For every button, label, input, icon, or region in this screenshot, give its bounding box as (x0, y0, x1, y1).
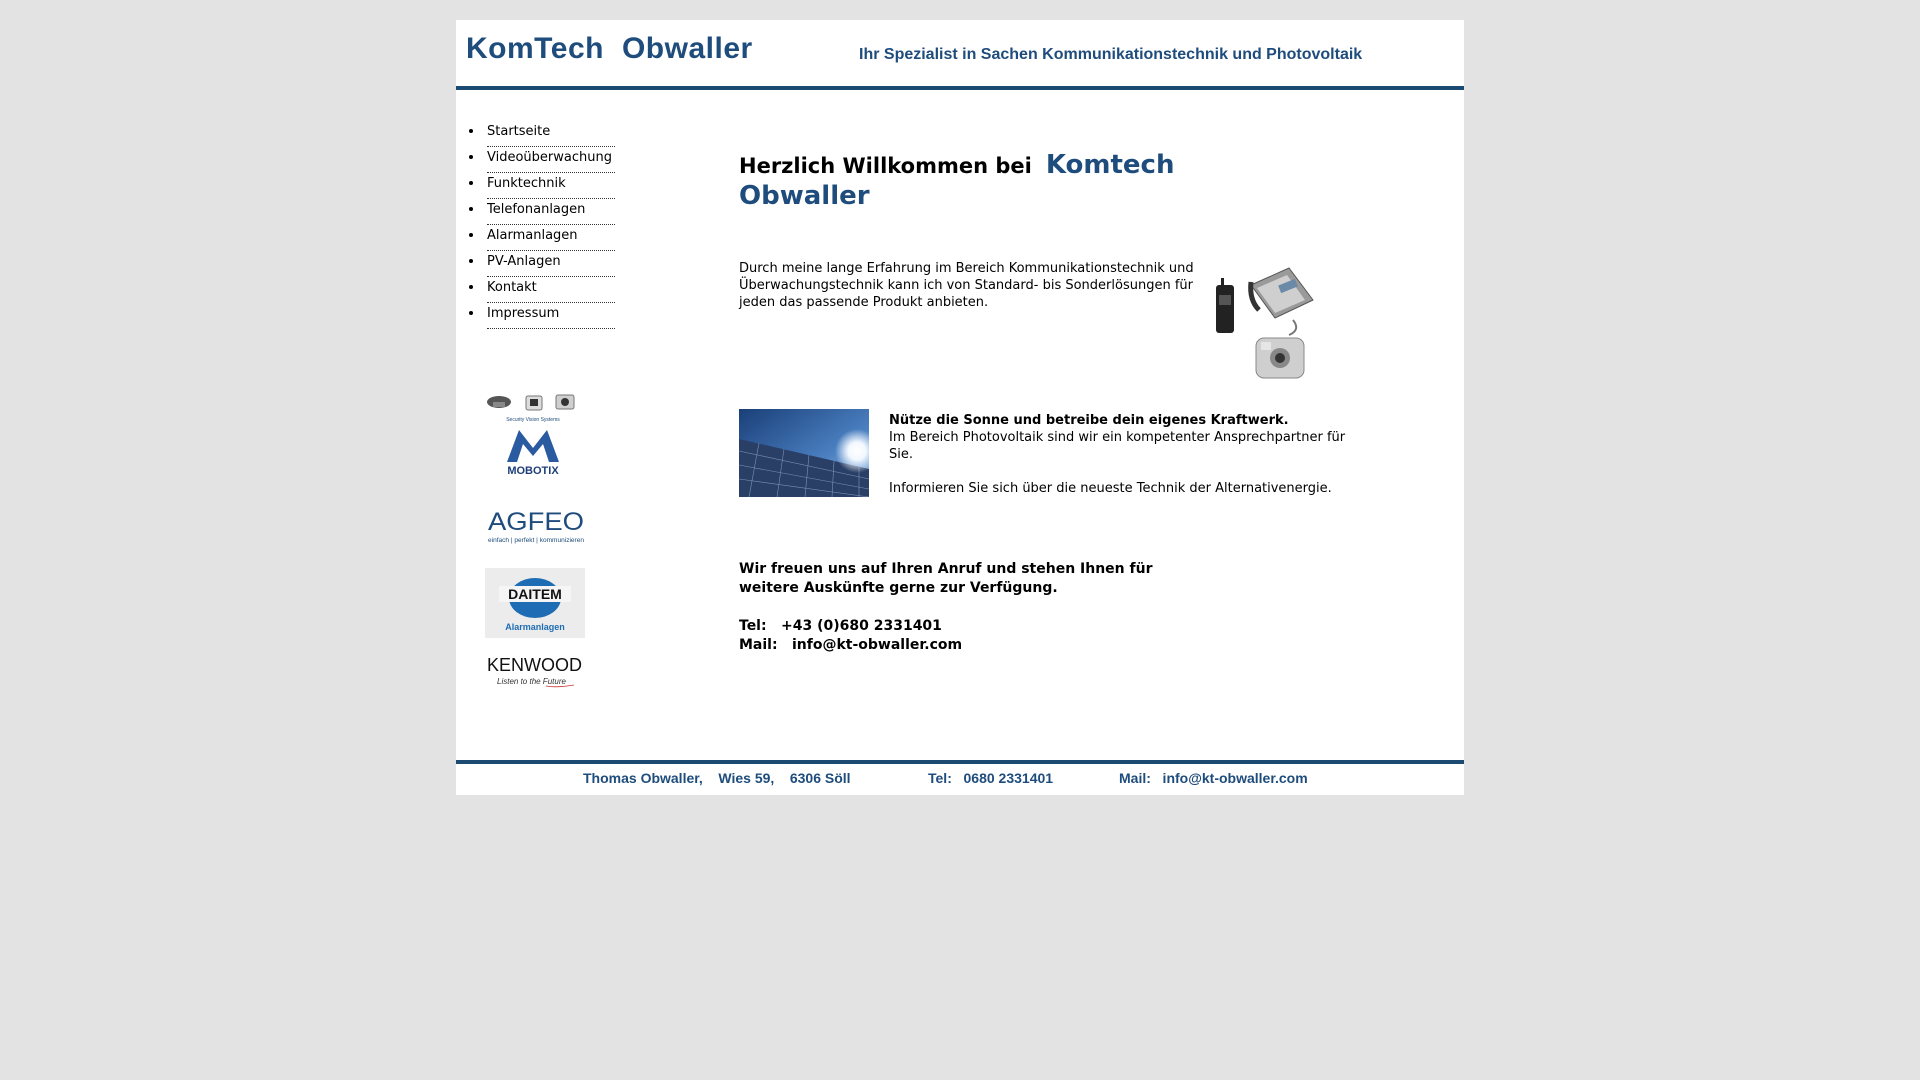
nav-item-impressum (469, 304, 619, 330)
nav-item-kontakt (469, 278, 619, 304)
bullet-icon (469, 311, 473, 315)
welcome-name1: Komtech (1045, 150, 1175, 180)
agfeo-name: AGFEO (488, 508, 584, 536)
nav-item-startseite (469, 122, 619, 148)
page-container (456, 20, 1464, 795)
site-tagline: Ihr Spezialist in Sachen Kommunikationstechnik und Photovoltaik (859, 46, 1363, 63)
footer-address: Thomas Obwaller, Wies 59, 6306 Söll (583, 770, 851, 786)
nav-item-funktechnik (469, 174, 619, 200)
agfeo-tagline: einfach | perfekt | kommunizieren (488, 538, 584, 544)
site-footer (456, 770, 1464, 790)
daitem-tagline: Alarmanlagen (505, 622, 565, 632)
tel-value[interactable]: +43 (0)680 2331401 (781, 618, 942, 634)
solar-headline: Nütze die Sonne und betreibe dein eigenes Kraftwerk. (889, 413, 1289, 428)
main-nav (469, 122, 619, 330)
contact-tel-row (739, 617, 1209, 636)
nav-item-pv-anlagen (469, 252, 619, 278)
daitem-name: DAITEM (508, 586, 562, 602)
nav-link-telefonanlagen[interactable]: Telefonanlagen (487, 200, 615, 225)
mobotix-tagline: Security Vision Systems (506, 417, 560, 423)
bullet-icon (469, 233, 473, 237)
footer-mail: Mail: info@kt-obwaller.com (1119, 770, 1308, 786)
mail-value[interactable]: info@kt-obwaller.com (792, 637, 963, 653)
bullet-icon (469, 207, 473, 211)
contact-mail-row (739, 636, 1209, 655)
nav-link-startseite[interactable]: Startseite (487, 122, 615, 147)
nav-item-videoueberwachung (469, 148, 619, 174)
solar-text: Im Bereich Photovoltaik sind wir ein kompetenter Ansprechpartner für Sie. (889, 430, 1346, 462)
nav-item-telefonanlagen (469, 200, 619, 226)
solar-panel-image (739, 409, 869, 497)
mobotix-logo[interactable] (485, 392, 581, 482)
solar-text-2: Informieren Sie sich über die neueste Technik der Alternativenergie. (889, 481, 1332, 496)
kenwood-tagline: Listen to the Future (497, 677, 566, 686)
bullet-icon (469, 155, 473, 159)
contact-section (739, 560, 1209, 655)
nav-link-pv-anlagen[interactable]: PV-Anlagen (487, 252, 615, 277)
agfeo-logo[interactable] (487, 506, 587, 546)
welcome-heading (739, 150, 1209, 212)
footer-rule (456, 760, 1464, 764)
header-rule (456, 86, 1464, 90)
bullet-icon (469, 129, 473, 133)
kenwood-logo[interactable] (486, 654, 586, 690)
nav-link-impressum[interactable]: Impressum (487, 304, 615, 329)
nav-link-videoueberwachung[interactable]: Videoüberwachung (487, 148, 615, 173)
contact-intro: Wir freuen uns auf Ihren Anruf und stehen Ihnen für weitere Auskünfte gerne zur Verfügung. (739, 561, 1153, 596)
devices-image (1201, 260, 1336, 385)
brand-part2: Obwaller (621, 32, 753, 65)
brand-part1: KomTech (466, 32, 604, 65)
intro-text: Durch meine lange Erfahrung im Bereich Kommunikationstechnik und Überwachungstechnik kann ich von Standard- bis Sonderlösungen für jeden das passende Produkt anbieten. (739, 261, 1194, 310)
daitem-logo[interactable] (485, 568, 585, 638)
tel-label: Tel: (739, 618, 767, 634)
kenwood-name: KENWOOD (487, 655, 582, 675)
welcome-prefix: Herzlich Willkommen bei (739, 154, 1032, 178)
site-header (456, 20, 1464, 90)
bullet-icon (469, 259, 473, 263)
bullet-icon (469, 285, 473, 289)
mail-label: Mail: (739, 637, 778, 653)
nav-link-funktechnik[interactable]: Funktechnik (487, 174, 615, 199)
nav-link-alarmanlagen[interactable]: Alarmanlagen (487, 226, 615, 251)
mobotix-name: MOBOTIX (507, 465, 559, 477)
solar-section (889, 412, 1359, 497)
nav-item-alarmanlagen (469, 226, 619, 252)
welcome-name2: Obwaller (739, 181, 870, 211)
site-logo[interactable] (466, 32, 753, 66)
nav-link-kontakt[interactable]: Kontakt (487, 278, 615, 303)
bullet-icon (469, 181, 473, 185)
footer-tel: Tel: 0680 2331401 (928, 770, 1054, 786)
